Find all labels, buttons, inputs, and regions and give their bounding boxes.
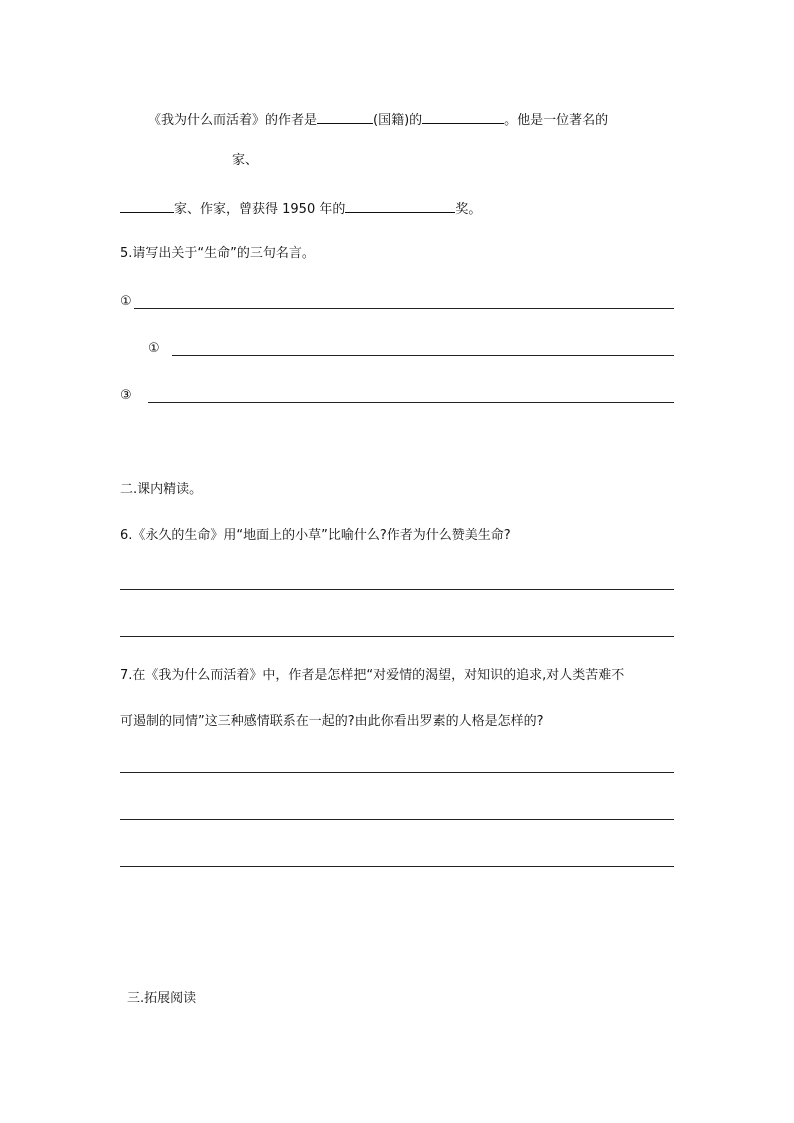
q4-text-prize: 奖。 [455, 202, 482, 217]
answer-line-q7-3[interactable] [120, 866, 674, 867]
q4-line2: 家、 [232, 153, 259, 168]
blank-profession[interactable] [120, 198, 174, 213]
q5-marker-1: ① [120, 294, 132, 309]
section-heading-3: 三.拓展阅读 [127, 991, 197, 1006]
q4-text-author: 《我为什么而活着》的作者是 [148, 113, 318, 128]
answer-line-q5-3[interactable] [148, 402, 674, 403]
answer-line-q7-1[interactable] [120, 772, 674, 773]
q5-marker-3: ③ [120, 388, 132, 403]
q4-line3 [120, 198, 481, 219]
q6-prompt: 6.《永久的生命》用“地面上的小草”比喻什么?作者为什么赞美生命? [120, 528, 511, 543]
q5-marker-2: ① [148, 341, 160, 356]
q4-line1 [148, 109, 608, 130]
answer-line-q5-2[interactable] [172, 355, 674, 356]
q4-text-nationality: (国籍)的 [373, 113, 423, 128]
q7-prompt-line1: 7.在《我为什么而活着》中，作者是怎样把“对爱情的渴望，对知识的追求,对人类苦难不 [120, 668, 625, 683]
q4-text-famous: 。他是一位著名的 [504, 113, 609, 128]
blank-author[interactable] [317, 109, 373, 124]
section-heading-2: 二.课内精读。 [120, 482, 203, 497]
answer-line-q5-1[interactable] [134, 308, 674, 309]
answer-line-q6-2[interactable] [120, 636, 674, 637]
q5-prompt: 5.请写出关于“生命”的三句名言。 [120, 246, 315, 261]
q7-prompt-line2: 可遏制的同情”这三种感情联系在一起的?由此你看出罗素的人格是怎样的? [120, 714, 544, 729]
answer-line-q6-1[interactable] [120, 589, 674, 590]
q4-text-award: 家、作家，曾获得 1950 年的 [174, 202, 346, 217]
blank-nationality[interactable] [422, 109, 504, 124]
answer-line-q7-2[interactable] [120, 819, 674, 820]
blank-award[interactable] [345, 198, 455, 213]
